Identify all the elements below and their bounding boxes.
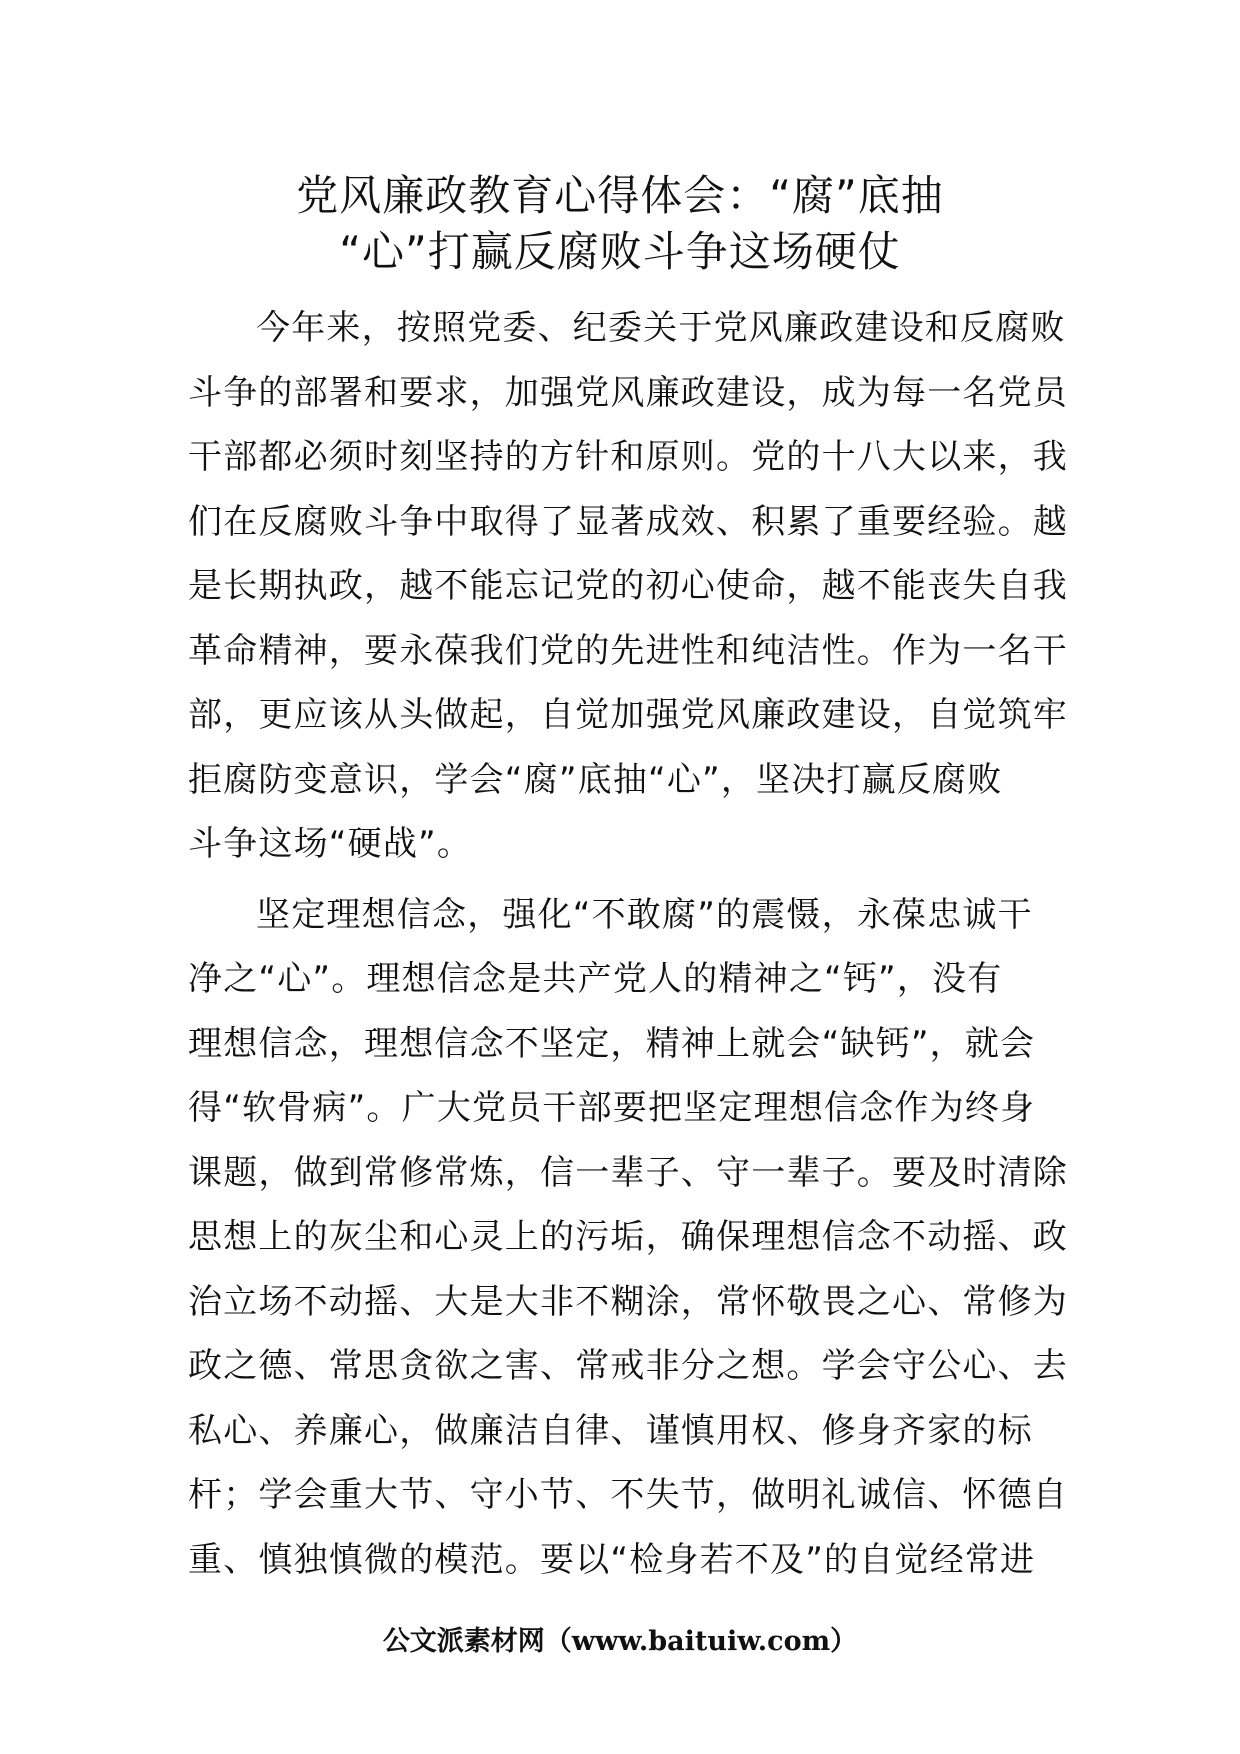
text-line: 杆；学会重大节、守小节、不失节，做明礼诚信、怀德自	[188, 1475, 1068, 1515]
text-line: 理想信念，理想信念不坚定，精神上就会“缺钙”，就会	[188, 1023, 1036, 1064]
text-line: 课题，做到常修常炼，信一辈子、守一辈子。要及时清除	[188, 1152, 1068, 1193]
paragraph-2	[188, 883, 1068, 1593]
text-line: 得“软骨病”。广大党员干部要把坚定理想信念作为终身	[188, 1088, 1036, 1128]
text-line: 政之德、常思贪欲之害、常戒非分之想。学会守公心、去	[188, 1346, 1068, 1386]
text-line: 重、慎独慎微的模范。要以“检身若不及”的自觉经常进	[188, 1539, 1036, 1580]
text-line: 坚定理想信念，强化“不敢腐”的震慑，永葆忠诚干	[256, 894, 1033, 935]
text-line: 们在反腐败斗争中取得了显著成效、积累了重要经验。越	[188, 501, 1068, 542]
text-line: 净之“心”。理想信念是共产党人的精神之“钙”，没有	[188, 959, 1003, 999]
text-line: 革命精神，要永葆我们党的先进性和纯洁性。作为一名干	[188, 630, 1068, 671]
text-line: 治立场不动摇、大是大非不糊涂，常怀敬畏之心、常修为	[188, 1281, 1068, 1322]
text-line: 斗争的部署和要求，加强党风廉政建设，成为每一名党员	[188, 372, 1068, 413]
document-title	[180, 168, 1060, 280]
text-line: 思想上的灰尘和心灵上的污垢，确保理想信念不动摇、政	[188, 1217, 1068, 1257]
title-line-1: 党风廉政教育心得体会：“腐”底抽	[296, 171, 944, 220]
text-line: 部，更应该从头做起，自觉加强党风廉政建设，自觉筑牢	[188, 695, 1068, 735]
footer-watermark: 公文派素材网（www.baituiw.com）	[382, 1626, 858, 1657]
text-line: 私心、养廉心，做廉洁自律、谨慎用权、修身齐家的标	[188, 1410, 1033, 1451]
title-line-2: “心”打赢反腐败斗争这场硬仗	[339, 227, 901, 276]
text-line: 斗争这场“硬战”。	[188, 824, 473, 864]
text-line: 拒腐防变意识，学会“腐”底抽“心”，坚决打赢反腐败	[188, 759, 1003, 800]
document-body	[188, 296, 1068, 1598]
text-line: 干部都必须时刻坚持的方针和原则。党的十八大以来，我	[188, 437, 1068, 477]
text-line: 是长期执政，越不能忘记党的初心使命，越不能丧失自我	[188, 566, 1068, 606]
text-line: 今年来，按照党委、纪委关于党风廉政建设和反腐败	[256, 308, 1066, 348]
paragraph-1	[188, 296, 1068, 877]
